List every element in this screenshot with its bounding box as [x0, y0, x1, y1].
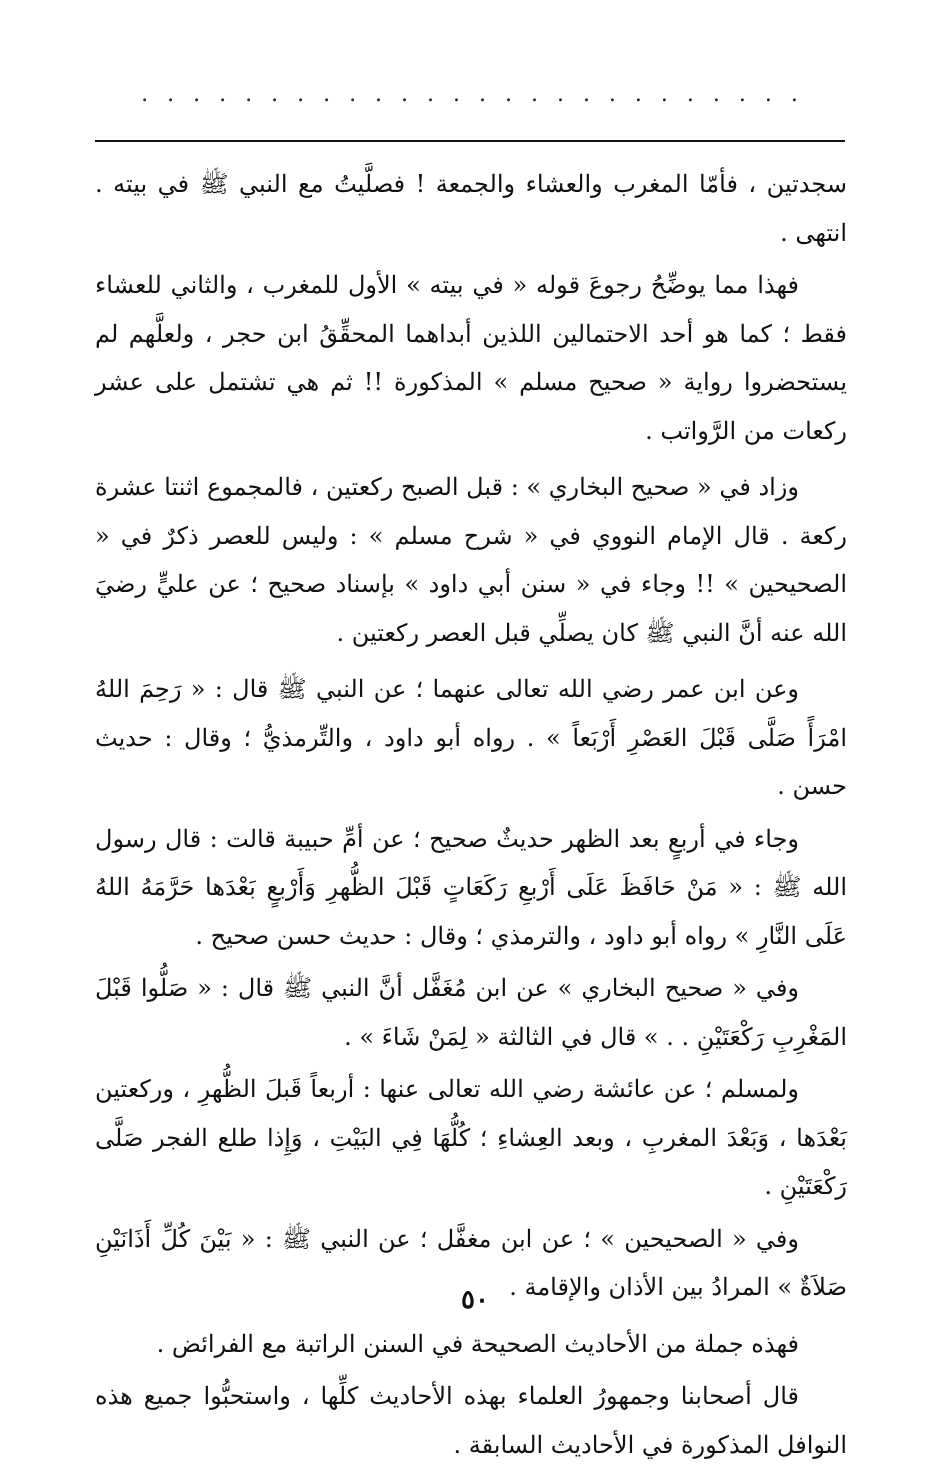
paragraph-7: ولمسلم ؛ عن عائشة رضي الله تعالى عنها : أربعاً قَبلَ الظُّهرِ ، وركعتين بَعْدَها ، وَبَعْدَ المغربِ ، وبعد العِشاءِ ؛ كُلُّهَا فِي البَيْتِ ، وَإِذا طلع الفجر صَلَّى رَكْعَتَيْنِ .	[95, 1075, 847, 1200]
paragraph-1: سجدتين ، فأمّا المغرب والعشاء والجمعة ! فصلَّيتُ مع النبي ﷺ في بيته . انتهى .	[95, 170, 847, 247]
page-number: ٥٠	[461, 1285, 489, 1315]
paragraph-2: فهذا مما يوضِّحُ رجوعَ قوله « في بيته » الأول للمغرب ، والثاني للعشاء فقط ؛ كما هو أحد الاحتمالين اللذين أبداهما المحقِّقُ ابن حجر ، ولعلَّهم لم يستحضروا رواية « صحيح مسلم » المذكورة !! ثم هي تشتمل على عشر ركعات من الرَّواتب .	[95, 271, 847, 445]
paragraph-10: قال أصحابنا وجمهورُ العلماء بهذه الأحاديث كلِّها ، واستحبُّوا جميع هذه النوافل المذكورة في الأحاديث السابقة .	[95, 1382, 847, 1459]
header-dotted-line: . . . . . . . . . . . . . . . . . . . . . . . . . .	[141, 82, 804, 107]
paragraph-6: وفي « صحيح البخاري » عن ابن مُغَفَّل أنَّ النبي ﷺ قال : « صَلُّوا قَبْلَ المَغْرِبِ رَكْعَتَيْنِ . . » قال في الثالثة « لِمَنْ شَاءَ » .	[95, 974, 847, 1051]
page-body	[95, 160, 847, 1473]
header-rule	[95, 140, 845, 142]
paragraph-3: وزاد في « صحيح البخاري » : قبل الصبح ركعتين ، فالمجموع اثنتا عشرة ركعة . قال الإمام النووي في « شرح مسلم » : وليس للعصر ذكرٌ في « الصحيحين » !! وجاء في « سنن أبي داود » بإسناد صحيح ؛ عن عليٍّ رضيَ الله عنه أنَّ النبي ﷺ كان يصلِّي قبل العصر ركعتين .	[95, 473, 847, 647]
paragraph-4: وعن ابن عمر رضي الله تعالى عنهما ؛ عن النبي ﷺ قال : « رَحِمَ اللهُ امْرَأً صَلَّى قَبْلَ العَصْرِ أَرْبَعاً » . رواه أبو داود ، والتِّرمذيُّ ؛ وقال : حديث حسن .	[95, 675, 847, 800]
paragraph-5: وجاء في أربعٍ بعد الظهر حديثٌ صحيح ؛ عن أمِّ حبيبة قالت : قال رسول الله ﷺ : « مَنْ حَافَظَ عَلَى أَرْبعِ رَكَعَاتٍ قَبْلَ الظُّهرِ وَأَرْبعٍ بَعْدَها حَرَّمَهُ اللهُ عَلَى النَّارِ » رواه أبو داود ، والترمذي ؛ وقال : حديث حسن صحيح .	[95, 824, 847, 950]
paragraph-9: فهذه جملة من الأحاديث الصحيحة في السنن الراتبة مع الفرائض .	[156, 1329, 799, 1358]
paragraph-8: وفي « الصحيحين » ؛ عن ابن مغفَّل ؛ عن النبي ﷺ : « بَيْنَ كُلِّ أَذَانَيْنِ صَلاَةٌ » المرادُ بين الأذان والإقامة .	[95, 1224, 847, 1301]
